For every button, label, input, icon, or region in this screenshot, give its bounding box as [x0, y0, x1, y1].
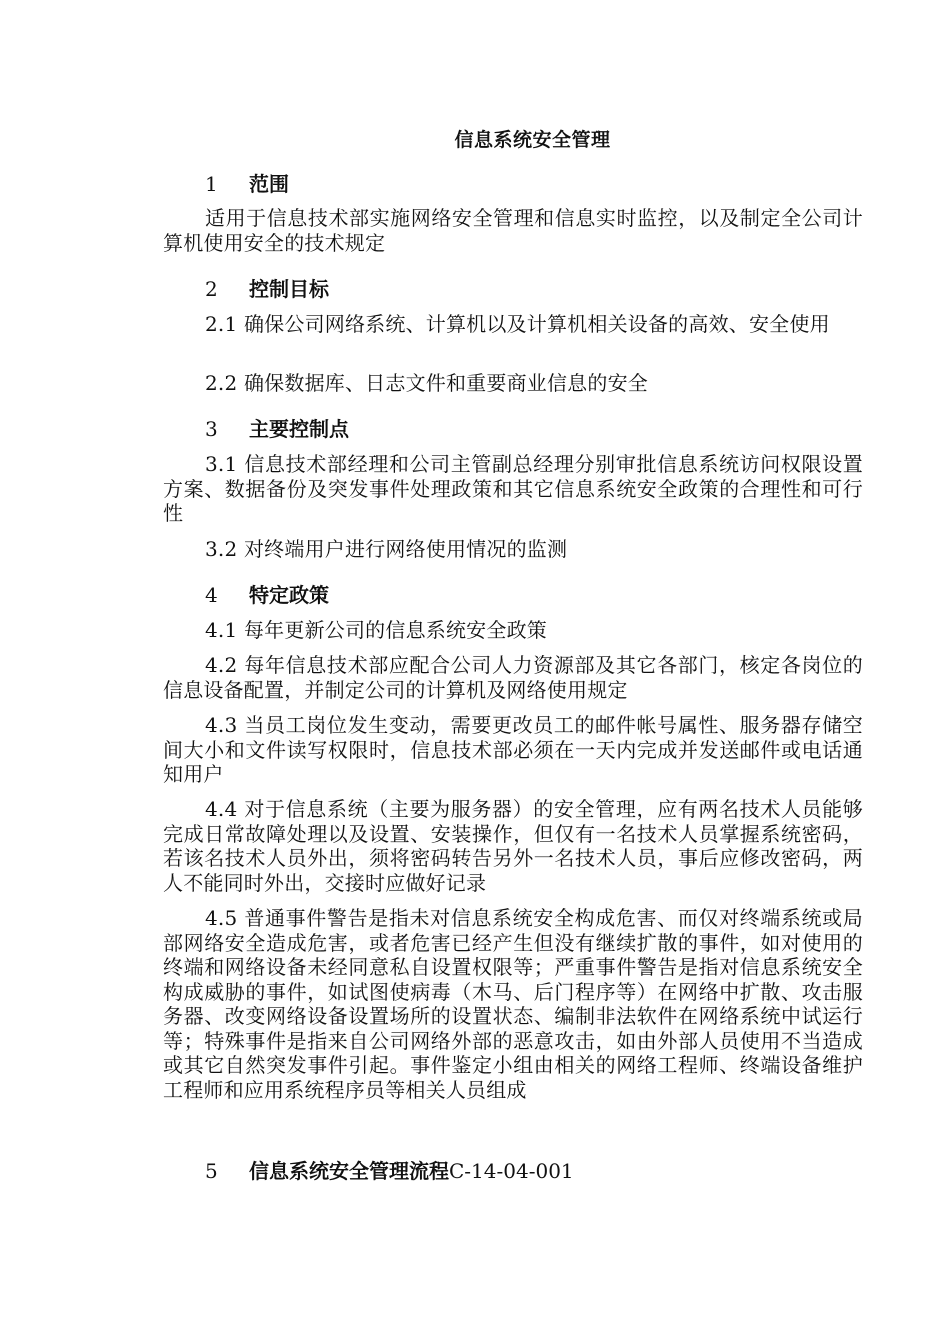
- section-number: 2: [205, 277, 218, 301]
- paragraph-2-2: 2.2 确保数据库、日志文件和重要商业信息的安全: [205, 371, 648, 395]
- process-code: C-14-04-001: [449, 1159, 574, 1183]
- section-heading-3: [205, 416, 349, 442]
- section-title: 信息系统安全管理流程: [249, 1159, 449, 1183]
- paragraph-2-1: 2.1 确保公司网络系统、计算机以及计算机相关设备的高效、安全使用: [205, 312, 830, 336]
- paragraph-4-3: 4.3 当员工岗位发生变动，需要更改员工的邮件帐号属性、服务器存储空间大小和文件读写权限时，信息技术部必须在一天内完成并发送邮件或电话通知用户: [163, 713, 863, 786]
- document-title: 信息系统安全管理: [454, 129, 611, 151]
- section-heading-2: [205, 276, 329, 302]
- paragraph-4-4: 4.4 对于信息系统（主要为服务器）的安全管理，应有两名技术人员能够完成日常故障处理以及设置、安装操作，但仅有一名技术人员掌握系统密码，若该名技术人员外出，须将密码转告另外一名技术人员，事后应修改密码，两人不能同时外出，交接时应做好记录: [163, 797, 863, 895]
- section-heading-5: [205, 1158, 574, 1184]
- section-number: 5: [205, 1159, 218, 1183]
- section-title: 主要控制点: [249, 417, 349, 441]
- section-number: 3: [205, 417, 218, 441]
- paragraph-4-1: 4.1 每年更新公司的信息系统安全政策: [205, 618, 547, 642]
- paragraph-4-2: 4.2 每年信息技术部应配合公司人力资源部及其它各部门，核定各岗位的信息设备配置，并制定公司的计算机及网络使用规定: [163, 653, 863, 702]
- section-title: 范围: [249, 172, 289, 196]
- section-heading-4: [205, 582, 329, 608]
- paragraph-3-1: 3.1 信息技术部经理和公司主管副总经理分别审批信息系统访问权限设置方案、数据备份及突发事件处理政策和其它信息系统安全政策的合理性和可行性: [163, 452, 863, 525]
- paragraph-4-5: 4.5 普通事件警告是指未对信息系统安全构成危害、而仅对终端系统或局部网络安全造成危害，或者危害已经产生但没有继续扩散的事件，如对使用的终端和网络设备未经同意私自设置权限等；严重事件警告是指对信息系统安全构成威胁的事件，如试图使病毒（木马、后门程序等）在网络中扩散、攻击服务器、改变网络设备设置场所的设置状态、编制非法软件在网络系统中试运行等；特殊事件是指来自公司网络外部的恶意攻击，如由外部人员使用不当造成或其它自然突发事件引起。事件鉴定小组由相关的网络工程师、终端设备维护工程师和应用系统程序员等相关人员组成: [163, 906, 863, 1102]
- section-title: 特定政策: [249, 583, 329, 607]
- section-title: 控制目标: [249, 277, 329, 301]
- section-number: 1: [205, 172, 218, 196]
- paragraph-1: 适用于信息技术部实施网络安全管理和信息实时监控，以及制定全公司计算机使用安全的技术规定: [163, 206, 863, 255]
- section-heading-1: [205, 171, 289, 197]
- section-number: 4: [205, 583, 218, 607]
- paragraph-3-2: 3.2 对终端用户进行网络使用情况的监测: [205, 537, 568, 561]
